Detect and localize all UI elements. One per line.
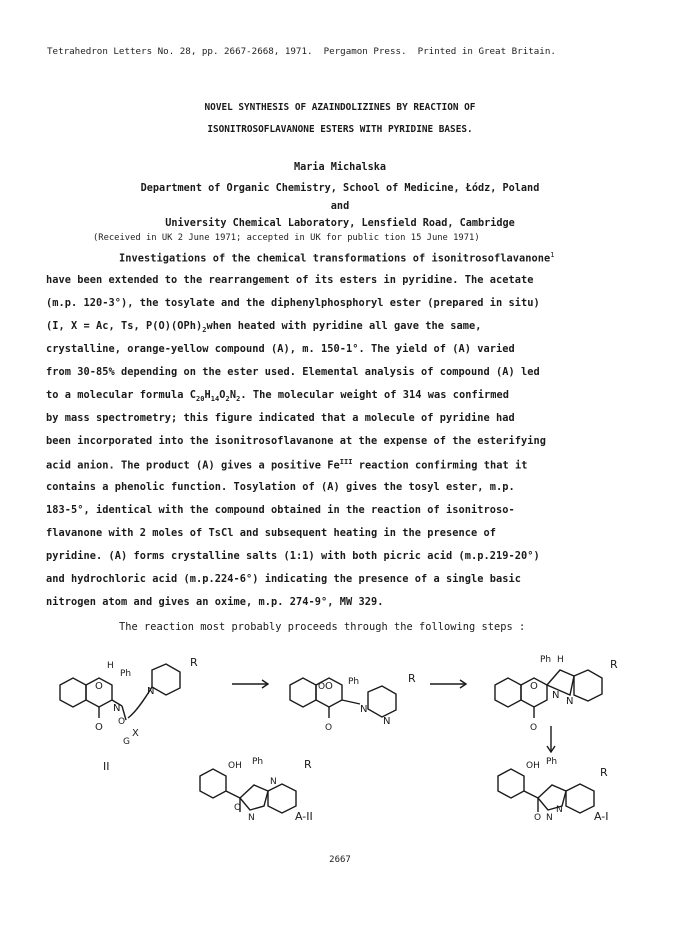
scheme-atom: N [552, 690, 560, 701]
body-line-2: have been extended to the rearrangement of its esters in pyridine. The acetate [46, 274, 534, 286]
body-line-6: from 30-85% depending on the ester used. Elemental analysis of compound (A) led [46, 366, 540, 378]
scheme-atom: H [557, 655, 564, 665]
scheme-atom: N [113, 703, 121, 714]
scheme-atom: N [546, 813, 553, 823]
scheme-atom: R [408, 672, 416, 685]
reaction-scheme [0, 640, 680, 840]
structure-A-I [498, 769, 594, 813]
body-line-7 [46, 389, 509, 403]
received-note: (Received in UK 2 June 1971; accepted in UK for public tion 15 June 1971) [93, 233, 480, 243]
subscript: 14 [210, 395, 220, 404]
scheme-atom: O [530, 681, 538, 692]
scheme-atom: N [248, 813, 255, 823]
body-line-17: The reaction most probably proceeds through the following steps : [119, 621, 526, 633]
superscript: III [339, 458, 353, 466]
body-line-10 [46, 458, 528, 471]
scheme-atom: X [132, 728, 139, 739]
label-II: II [103, 760, 110, 773]
body-text: Investigations of the chemical transformations of isonitrosoflavanone [119, 252, 551, 265]
scheme-atom: Ph [348, 677, 360, 687]
scheme-atom: Ph [252, 757, 264, 767]
scheme-atom: R [190, 656, 198, 669]
affiliation-line-2: University Chemical Laboratory, Lensfield Road, Cambridge [165, 218, 515, 229]
label-A-II: A-II [295, 810, 313, 823]
scheme-atom: O [95, 722, 103, 733]
scheme-atom: N [360, 704, 368, 715]
formula-part: O [219, 389, 226, 401]
formula-part: N [229, 389, 237, 401]
scheme-atom: N [270, 777, 277, 787]
scheme-atom: O [530, 723, 538, 733]
scheme-atom: G [123, 737, 130, 747]
scheme-atom: H [107, 661, 114, 671]
structure-cyclized [495, 670, 602, 718]
article-title-line-1: NOVEL SYNTHESIS OF AZAINDOLIZINES BY REACTION OF [204, 102, 476, 113]
formula-part: H [204, 389, 211, 401]
scheme-atom: R [600, 766, 608, 779]
structure-A-II [200, 769, 296, 813]
subscript: 2 [225, 395, 230, 404]
body-line-9: been incorporated into the isonitrosoflavanone at the expense of the esterifying [46, 435, 546, 447]
body-line-13: flavanone with 2 moles of TsCl and subsequent heating in the presence of [46, 527, 496, 539]
scheme-atom: N [147, 686, 155, 697]
affiliation-and: and [330, 201, 350, 212]
body-line-1 [119, 251, 554, 264]
affiliation-line-1: Department of Organic Chemistry, School of Medicine, Łódz, Poland [140, 183, 540, 194]
scheme-atom: O [95, 681, 103, 692]
body-line-3: (m.p. 120-3°), the tosylate and the diphenylphosphoryl ester (prepared in situ) [46, 297, 540, 309]
scheme-atom: OH [228, 761, 242, 771]
body-text: . The molecular weight of 314 was confirmed [240, 389, 510, 401]
body-line-15: and hydrochloric acid (m.p.224-6°) indicating the presence of a single basic [46, 573, 521, 585]
scheme-atom: O [534, 813, 542, 823]
subscript: 2 [236, 395, 241, 404]
scheme-atom: R [610, 658, 618, 671]
body-text: acid anion. The product (A) gives a positive Fe [46, 459, 340, 472]
subscript: 20 [195, 395, 205, 404]
body-line-14: pyridine. (A) forms crystalline salts (1:1) with both picric acid (m.p.219-20°) [46, 550, 540, 562]
scheme-atom: O [318, 682, 326, 692]
body-text: reaction confirming that it [352, 459, 528, 472]
body-line-5: crystalline, orange-yellow compound (A), m. 150-1°. The yield of (A) varied [46, 343, 515, 355]
scheme-atom: O [325, 681, 333, 692]
scheme-atom: N [383, 716, 391, 727]
scheme-atom: O [234, 803, 242, 813]
article-title-line-2: ISONITROSOFLAVANONE ESTERS WITH PYRIDINE BASES. [207, 124, 473, 135]
body-line-4 [46, 320, 481, 334]
scheme-atom: N [566, 696, 574, 707]
body-line-11: contains a phenolic function. Tosylation of (A) gives the tosyl ester, m.p. [46, 481, 515, 493]
body-text: when heated with pyridine all gave the same, [206, 320, 482, 332]
scheme-atom: Ph [546, 757, 558, 767]
scheme-atom: OH [526, 761, 540, 771]
scheme-atom: O [325, 723, 333, 733]
scheme-atom: O [118, 717, 126, 727]
reference-marker: 1 [550, 251, 555, 259]
body-text: to a molecular formula C [46, 389, 196, 401]
scheme-atom: R [304, 758, 312, 771]
page-number: 2667 [329, 855, 351, 865]
body-line-8: by mass spectrometry; this figure indicated that a molecule of pyridine had [46, 412, 515, 424]
author-name: Maria Michalska [293, 162, 386, 173]
body-line-12: 183-5°, identical with the compound obtained in the reaction of isonitroso- [46, 504, 515, 516]
journal-header: Tetrahedron Letters No. 28, pp. 2667-2668, 1971. Pergamon Press. Printed in Great Britain. [47, 46, 556, 57]
subscript: 2 [202, 326, 207, 335]
body-text: (I, X = Ac, Ts, P(O)(OPh) [46, 320, 203, 332]
scheme-atom: N [556, 805, 563, 815]
structure-intermediate [290, 678, 396, 718]
scheme-atom: Ph [120, 669, 132, 679]
scheme-atom: Ph [540, 655, 552, 665]
label-A-I: A-I [594, 810, 609, 823]
body-line-16: nitrogen atom and gives an oxime, m.p. 274-9°, MW 329. [46, 596, 384, 608]
